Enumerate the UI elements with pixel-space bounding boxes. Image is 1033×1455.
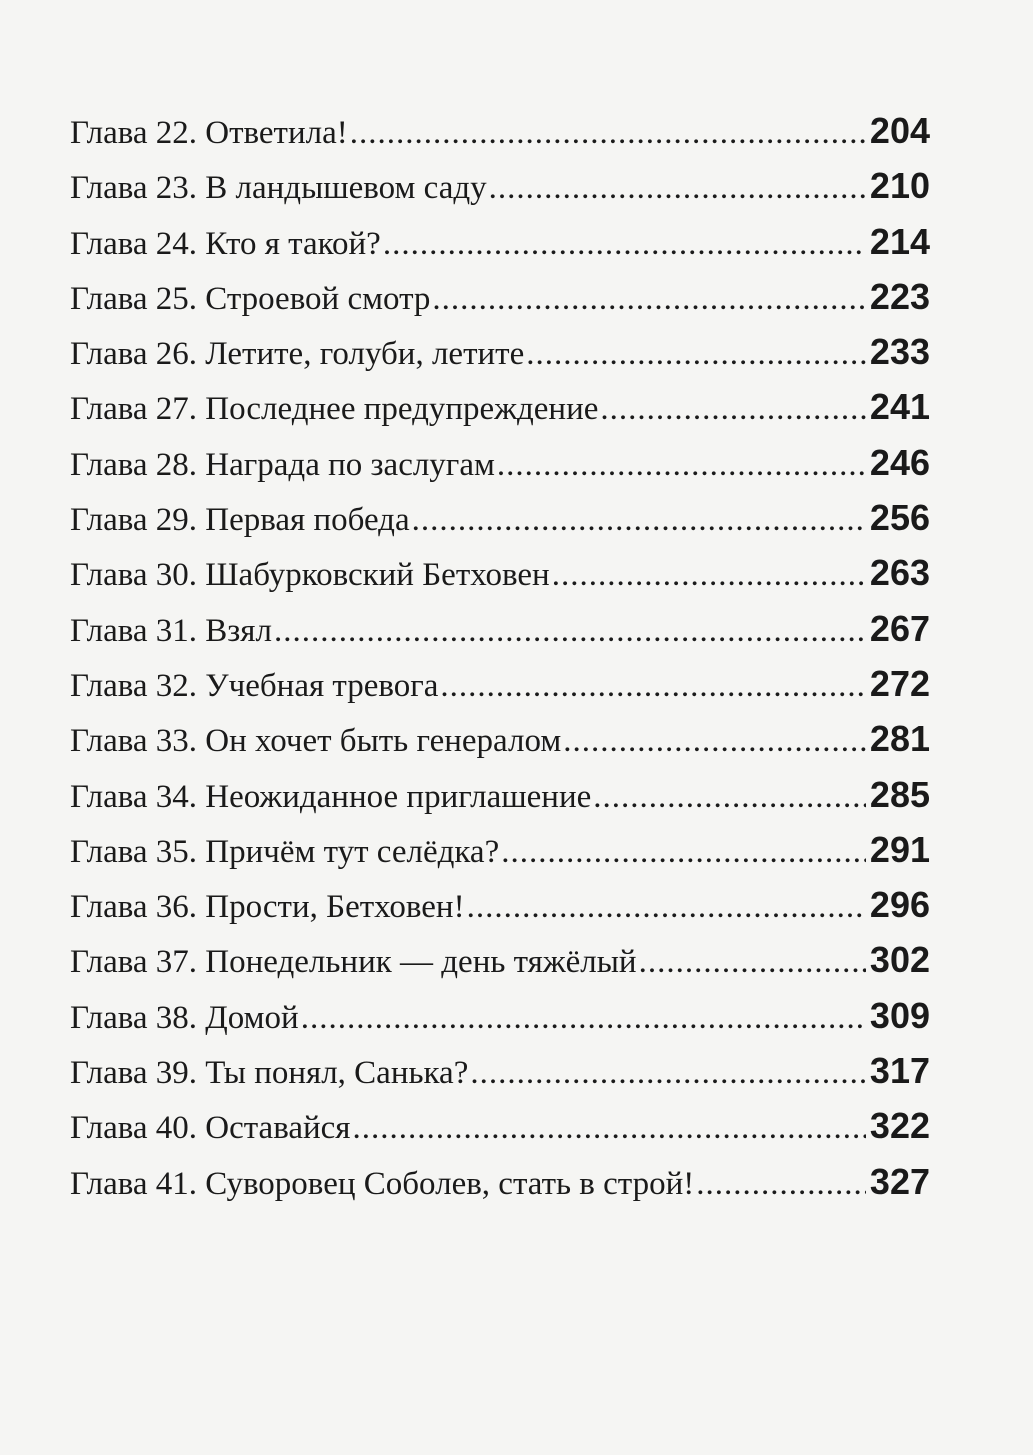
toc-entry-title: Глава 32. Учебная тревога <box>70 667 439 704</box>
toc-entry-title: Глава 37. Понедельник — день тяжёлый <box>70 944 637 981</box>
toc-entry <box>70 995 930 1050</box>
dot-leader <box>600 391 866 428</box>
dot-leader <box>440 668 866 705</box>
dot-leader <box>383 226 866 263</box>
toc-entry <box>70 165 930 220</box>
toc-entry-title: Глава 40. Оставайся <box>70 1110 351 1147</box>
toc-entry-title: Глава 23. В ландышевом саду <box>70 170 487 207</box>
dot-leader <box>470 1055 866 1092</box>
dot-leader <box>563 723 866 760</box>
toc-entry-page-number: 233 <box>869 331 930 373</box>
toc-entry <box>70 939 930 994</box>
toc-entry <box>70 386 930 441</box>
dot-leader <box>501 834 866 871</box>
dot-leader <box>696 1166 866 1203</box>
dot-leader <box>350 115 866 152</box>
toc-entry-title: Глава 25. Строевой смотр <box>70 280 431 317</box>
dot-leader <box>552 557 866 594</box>
toc-entry-page-number: 241 <box>869 386 930 428</box>
toc-entry-title: Глава 34. Неожиданное приглашение <box>70 778 592 815</box>
toc-entry <box>70 1050 930 1105</box>
toc-entry-page-number: 223 <box>869 275 930 317</box>
toc-entry <box>70 110 930 165</box>
toc-entry <box>70 663 930 718</box>
toc-entry-title: Глава 35. Причём тут селёдка? <box>70 833 500 870</box>
dot-leader <box>489 170 866 207</box>
toc-entry <box>70 497 930 552</box>
toc-entry-title: Глава 36. Прости, Бетховен! <box>70 889 465 926</box>
toc-entry-title: Глава 39. Ты понял, Санька? <box>70 1055 469 1092</box>
toc-entry-title: Глава 38. Домой <box>70 999 299 1036</box>
toc-entry-title: Глава 41. Суворовец Соболев, стать в строй! <box>70 1165 695 1202</box>
toc-entry <box>70 1105 930 1160</box>
toc-entry-page-number: 210 <box>869 165 930 207</box>
toc-entry-title: Глава 33. Он хочет быть генералом <box>70 723 562 760</box>
toc-entry <box>70 884 930 939</box>
toc-entry-page-number: 317 <box>869 1050 930 1092</box>
toc-entry-title: Глава 28. Награда по заслугам <box>70 446 495 483</box>
dot-leader <box>301 1000 866 1037</box>
toc-entry <box>70 718 930 773</box>
dot-leader <box>467 889 866 926</box>
toc-entry-page-number: 281 <box>869 718 930 760</box>
toc-entry-page-number: 296 <box>869 884 930 926</box>
toc-entry <box>70 1161 930 1216</box>
dot-leader <box>352 1110 865 1147</box>
toc-entry-page-number: 285 <box>869 773 930 815</box>
toc-entry <box>70 552 930 607</box>
toc-entry <box>70 774 930 829</box>
dot-leader <box>274 613 866 650</box>
toc-entry-page-number: 322 <box>869 1105 930 1147</box>
toc-entry <box>70 829 930 884</box>
dot-leader <box>526 336 866 373</box>
toc-entry-page-number: 291 <box>869 828 930 870</box>
toc-entry <box>70 331 930 386</box>
toc-entry-title: Глава 29. Первая победа <box>70 502 410 539</box>
toc-entry-title: Глава 24. Кто я такой? <box>70 225 381 262</box>
toc-entry-title: Глава 31. Взял <box>70 612 272 649</box>
toc-entry-title: Глава 22. Ответила! <box>70 115 348 151</box>
dot-leader <box>497 447 866 484</box>
toc-entry-page-number: 263 <box>869 552 930 594</box>
toc-entry-page-number: 302 <box>869 939 930 981</box>
dot-leader <box>412 502 866 539</box>
toc-entry-page-number: 204 <box>869 110 930 151</box>
toc-entry <box>70 442 930 497</box>
toc-entry <box>70 276 930 331</box>
toc-entry-title: Глава 27. Последнее предупреждение <box>70 391 599 428</box>
toc-entry-page-number: 214 <box>869 220 930 262</box>
dot-leader <box>432 281 866 318</box>
toc-entry-page-number: 256 <box>869 497 930 539</box>
table-of-contents <box>70 110 930 1216</box>
dot-leader <box>593 779 866 816</box>
toc-entry-page-number: 246 <box>869 441 930 483</box>
toc-entry-page-number: 309 <box>869 994 930 1036</box>
dot-leader <box>639 944 866 981</box>
toc-entry-title: Глава 30. Шабурковский Бетховен <box>70 557 550 594</box>
toc-entry-page-number: 272 <box>869 662 930 704</box>
toc-entry-title: Глава 26. Летите, голуби, летите <box>70 336 525 373</box>
toc-entry <box>70 608 930 663</box>
toc-entry <box>70 221 930 276</box>
toc-entry-page-number: 267 <box>869 607 930 649</box>
toc-entry-page-number: 327 <box>869 1160 930 1202</box>
